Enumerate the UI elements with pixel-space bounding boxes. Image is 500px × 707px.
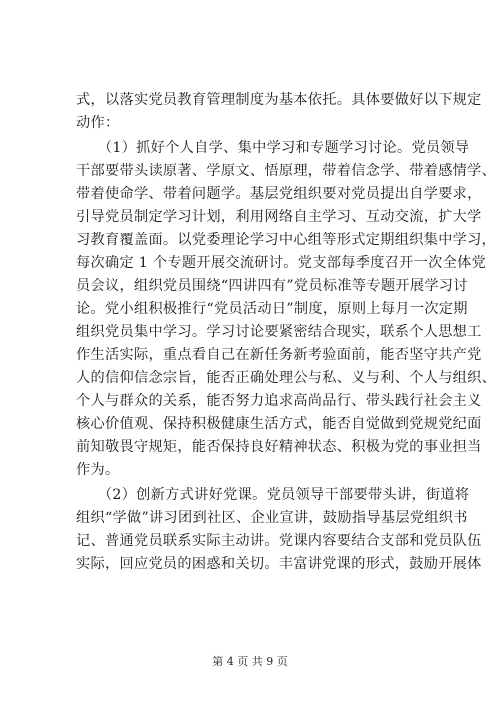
text-line: 人的信仰信念宗旨，能否正确处理公与私、义与利、个人与组织、 <box>76 370 497 386</box>
text-line: 动作： <box>76 115 120 131</box>
text-line: 组织党员集中学习。学习讨论要紧密结合现实，联系个人思想工 <box>76 324 482 340</box>
text-line: 作生活实际，重点看自己在新任务新考验面前，能否坚守共产党 <box>76 347 482 363</box>
text-line: 习教育覆盖面。以党委理论学习中心组等形式定期组织集中学习， <box>76 232 497 248</box>
text-line: （1）抓好个人自学、集中学习和专题学习讨论。党员领导 <box>76 140 470 156</box>
text-line: 作为。 <box>76 462 120 478</box>
text-line: 核心价值观、保持积极健康生活方式，能否自觉做到党规党纪面 <box>76 416 482 432</box>
text-line: 记、普通党员联系实际主动讲。党课内容要结合支部和党员队伍 <box>76 533 482 549</box>
text-line: 组织“学做”讲习团到社区、企业宣讲，鼓励指导基层党组织书 <box>76 510 468 526</box>
text-line: 实际，回应党员的困惑和关切。丰富讲党课的形式，鼓励开展体 <box>76 556 482 572</box>
text-line: （2）创新方式讲好党课。党员领导干部要带头讲，街道将 <box>76 487 470 503</box>
text-line: 干部要带头读原著、学原文、悟原理，带着信念学、带着感情学、 <box>76 163 497 179</box>
text-line: 前知敬畏守规矩，能否保持良好精神状态、积极为党的事业担当 <box>76 439 482 455</box>
text-line: 员会议，组织党员围绕“四讲四有”党员标准等专题开展学习讨 <box>76 278 468 294</box>
text-line: 每次确定 1 个专题开展交流研讨。党支部每季度召开一次全体党 <box>76 255 487 271</box>
text-line: 带着使命学、带着问题学。基层党组织要对党员提出自学要求， <box>76 186 482 202</box>
text-line: 式，以落实党员教育管理制度为基本依托。具体要做好以下规定 <box>76 92 482 108</box>
text-line: 论。党小组积极推行“党员活动日”制度，原则上每月一次定期 <box>76 301 468 317</box>
text-line: 引导党员制定学习计划，利用网络自主学习、互动交流，扩大学 <box>76 209 482 225</box>
document-body <box>76 89 497 576</box>
page-number-footer: 第 4 页 共 9 页 <box>212 655 288 668</box>
text-line: 个人与群众的关系，能否努力追求高尚品行、带头践行社会主义 <box>76 393 482 409</box>
